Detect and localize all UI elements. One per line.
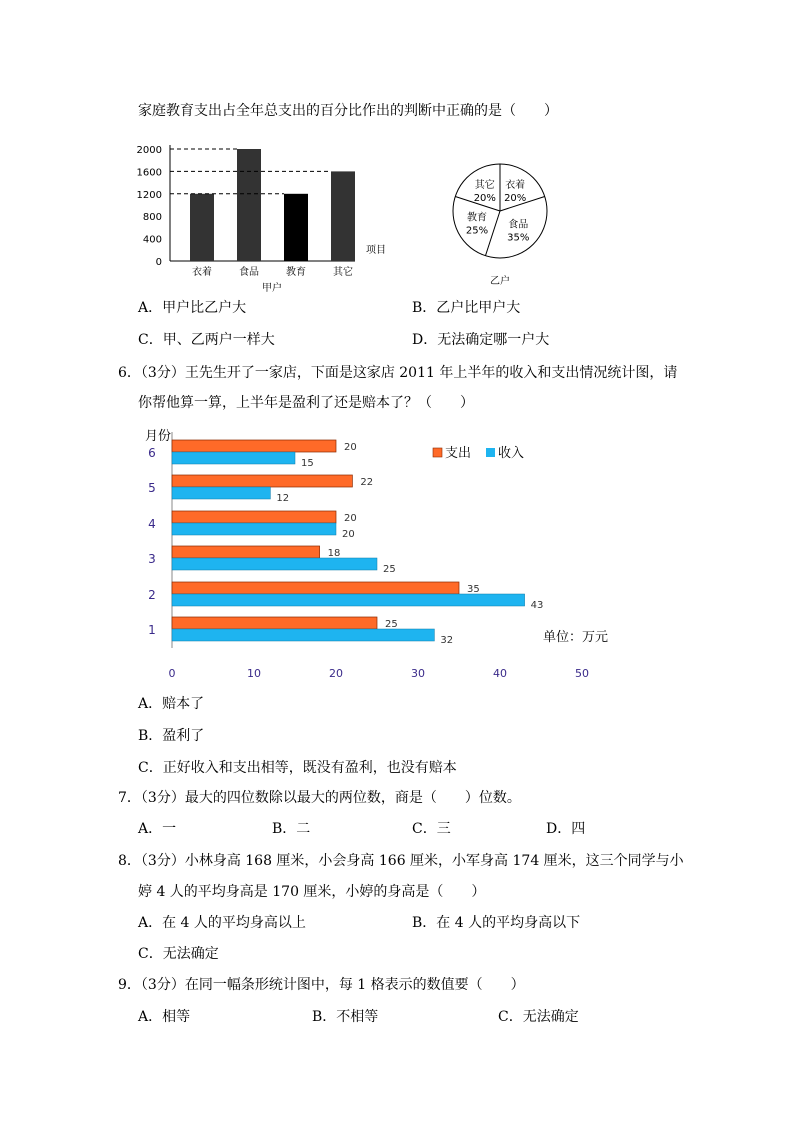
q5-option-d[interactable]: D．无法确定哪一户大 (412, 332, 550, 348)
y-tick-label: 1 (148, 623, 156, 637)
q9-option-a[interactable]: A．相等 (138, 1009, 191, 1025)
x-tick-label: 10 (247, 667, 261, 680)
legend-swatch-income (486, 448, 495, 457)
q5-stem: 家庭教育支出占全年总支出的百分比作出的判断中正确的是（ ） (138, 103, 558, 119)
bar-衣着 (190, 194, 214, 261)
data-label-income: 15 (301, 458, 314, 469)
bar-expense-month-2 (172, 582, 459, 594)
bar-expense-month-1 (172, 617, 377, 629)
data-label-expense: 22 (360, 477, 374, 488)
x-tick-label: 衣着 (192, 267, 212, 278)
slice-label: 其它 (474, 180, 495, 192)
y-tick-label: 4 (148, 517, 156, 531)
q8-stem-line2: 婷 4 人的平均身高是 170 厘米，小婷的身高是（ ） (138, 884, 486, 900)
data-label-expense: 25 (385, 619, 398, 630)
data-label-income: 25 (383, 564, 396, 575)
x-tick-label: 20 (329, 667, 343, 680)
x-tick-label: 50 (575, 667, 589, 680)
slice-percent: 35% (507, 232, 530, 244)
x-tick-label: 30 (411, 667, 425, 680)
data-label-income: 20 (342, 529, 355, 540)
legend-label-expense: 支出 (445, 446, 472, 461)
data-label-expense: 20 (344, 442, 357, 453)
q5-option-b[interactable]: B．乙户比甲户大 (412, 300, 521, 316)
jia-bar-chart (130, 135, 400, 300)
y-tick-label: 800 (142, 212, 162, 224)
y-tick-label: 5 (148, 481, 156, 495)
x-tick-label: 教育 (286, 267, 306, 278)
bar-income-month-5 (172, 487, 270, 499)
data-label-income: 32 (440, 635, 454, 646)
q6-option-b[interactable]: B．盈利了 (138, 728, 205, 744)
x-tick-label: 其它 (333, 267, 353, 278)
bar-income-month-2 (172, 594, 525, 606)
y-tick-label: 1200 (136, 189, 162, 201)
x-axis-title: 项目 (366, 245, 386, 256)
data-label-income: 43 (530, 600, 544, 611)
q6-stem-line2: 你帮他算一算，上半年是盈利了还是赔本了？（ ） (138, 395, 474, 411)
x-tick-label: 食品 (239, 267, 259, 278)
bar-income-month-4 (172, 523, 336, 535)
q7-option-c[interactable]: C．三 (412, 821, 451, 837)
y-tick-label: 2 (148, 588, 156, 602)
q7-stem: 7．（3分）最大的四位数除以最大的两位数，商是（ ）位数。 (118, 790, 521, 806)
q7-option-a[interactable]: A．一 (138, 821, 177, 837)
bar-其它 (331, 171, 355, 261)
slice-percent: 20% (504, 193, 527, 205)
x-tick-label: 0 (168, 667, 176, 680)
q6-option-c[interactable]: C．正好收入和支出相等，既没有盈利，也没有赔本 (138, 760, 457, 776)
slice-label: 衣着 (505, 180, 526, 192)
q6-option-a[interactable]: A．赔本了 (138, 696, 205, 712)
y-tick-label: 0 (155, 257, 162, 268)
bar-income-month-3 (172, 558, 377, 570)
q8-option-a[interactable]: A．在 4 人的平均身高以上 (138, 915, 306, 931)
x-tick-label: 40 (493, 667, 507, 680)
q9-stem: 9．（3分）在同一幅条形统计图中，每 1 格表示的数值要（ ） (118, 977, 525, 993)
bar-expense-month-6 (172, 440, 336, 452)
data-label-income: 12 (276, 493, 290, 504)
bar-expense-month-4 (172, 511, 336, 523)
data-label-expense: 35 (467, 584, 480, 595)
bar-食品 (237, 149, 261, 261)
data-label-expense: 20 (344, 513, 357, 524)
legend-swatch-expense (433, 448, 442, 457)
bar-income-month-6 (172, 452, 295, 464)
q9-option-b[interactable]: B．不相等 (312, 1009, 379, 1025)
income-expense-chart (135, 422, 635, 684)
chart-caption: 甲户 (262, 283, 282, 294)
data-label-expense: 18 (327, 548, 341, 559)
y-tick-label: 6 (148, 446, 156, 460)
y-tick-label: 2000 (136, 145, 162, 156)
bar-expense-month-3 (172, 546, 320, 558)
y-tick-label: 3 (148, 552, 156, 566)
y-tick-label: 400 (142, 234, 162, 246)
y-axis-title: 月份 (145, 429, 172, 444)
q6-stem-line1: 6．（3分）王先生开了一家店，下面是这家店 2011 年上半年的收入和支出情况统计图，请 (118, 365, 678, 381)
q9-option-c[interactable]: C．无法确定 (498, 1009, 579, 1025)
slice-label: 食品 (508, 219, 529, 231)
q5-option-a[interactable]: A．甲户比乙户大 (138, 300, 247, 316)
bar-教育 (284, 194, 308, 261)
slice-label: 教育 (466, 212, 487, 224)
q8-stem-line1: 8．（3分）小林身高 168 厘米，小会身高 166 厘米，小军身高 174 厘米，这三个同学与小 (118, 853, 684, 869)
y-tick-label: 1600 (136, 167, 162, 179)
legend-label-income: 收入 (498, 446, 525, 461)
yi-pie-chart (445, 160, 565, 295)
q8-option-c[interactable]: C．无法确定 (138, 946, 219, 962)
q8-option-b[interactable]: B．在 4 人的平均身高以下 (412, 915, 581, 931)
q7-option-b[interactable]: B．二 (272, 821, 311, 837)
q5-option-c[interactable]: C．甲、乙两户一样大 (138, 332, 275, 348)
chart-caption: 乙户 (490, 276, 510, 287)
unit-label: 单位：万元 (543, 630, 609, 645)
slice-percent: 25% (465, 225, 489, 237)
bar-income-month-1 (172, 629, 434, 641)
slice-percent: 20% (473, 193, 496, 205)
q7-option-d[interactable]: D．四 (546, 821, 586, 837)
bar-expense-month-5 (172, 475, 352, 487)
